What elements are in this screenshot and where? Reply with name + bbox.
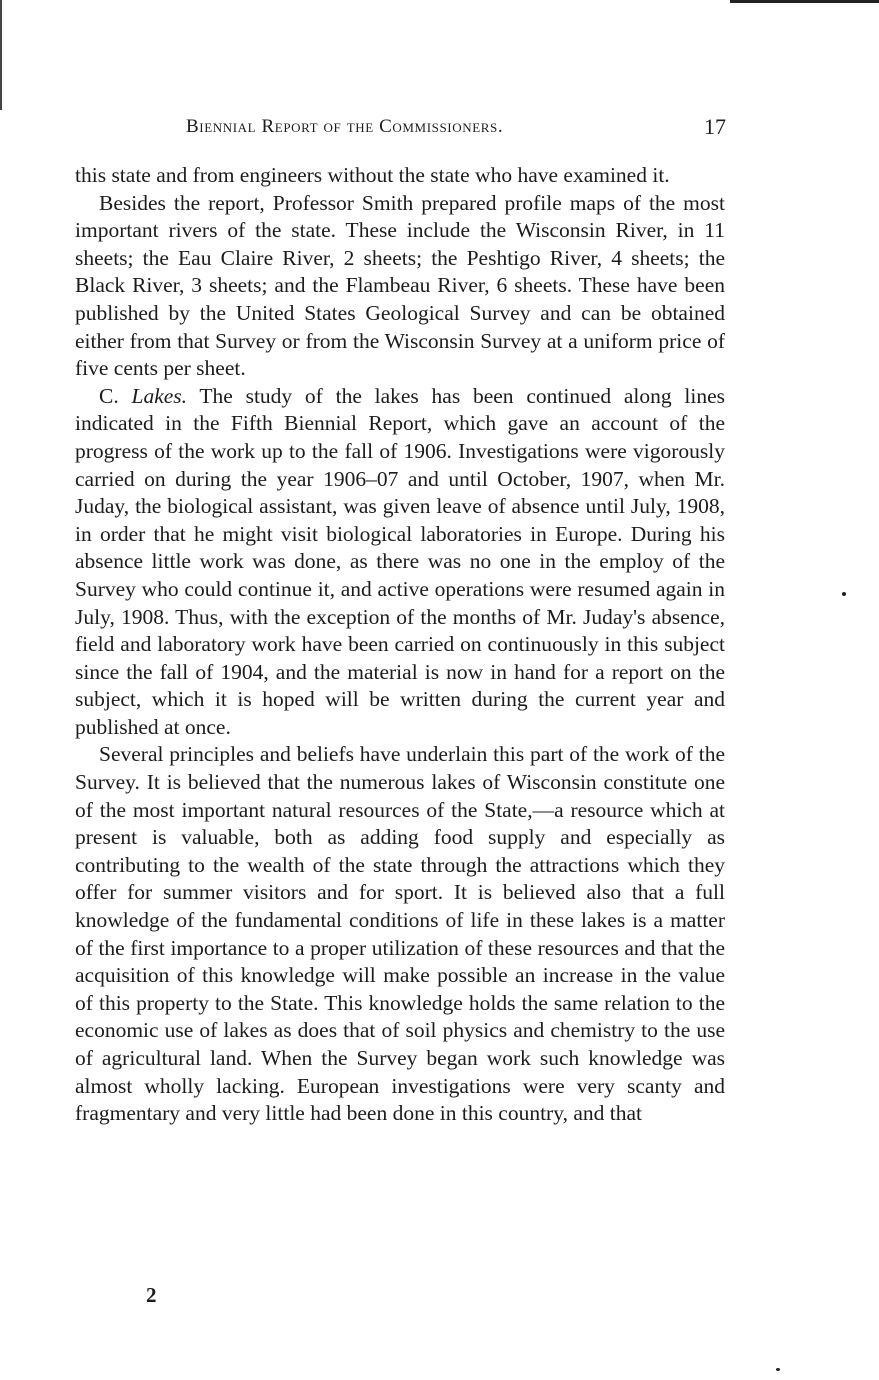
top-edge-rule [730,0,879,3]
signature-mark: 2 [146,1283,157,1307]
paragraph-profile-maps: Besides the report, Professor Smith prepared profile maps of the most important rivers of the state. These include the Wisconsin River, in 11 sheets; the Eau Claire River, 2 sheets; the Peshtigo River, 4 sheets; the Black River, 3 sheets; and the Flambeau River, 6 sheets. These have been published by the United States Geological Survey and can be obtained either from that Survey or from the Wisconsin Survey at a uniform price of five cents per sheet. [75,190,725,381]
section-letter: C. [99,383,119,408]
running-head [186,116,726,146]
running-title: Biennial Report of the Commissioners. [186,116,504,137]
print-speck [842,592,846,596]
print-speck [776,1368,780,1371]
section-heading-lakes: Lakes. [131,383,188,408]
body-text [75,162,725,1128]
paragraph-continued: this state and from engineers without the state who have examined it. [75,163,670,187]
paragraph-principles: Several principles and beliefs have underlain this part of the work of the Survey. It is believed that the numerous lakes of Wisconsin constitute one of the most important natural resources of the State,—a resource which at present is valuable, both as adding food supply and especially as contributing to the wealth of the state through the attractions which they offer for summer visitors and for sport. It is believed also that a full knowledge of the fundamental conditions of life in these lakes is a matter of the first importance to a proper utilization of these resources and that the acquisition of this knowledge will make possible an increase in the value of this property to the State. This knowledge holds the same relation to the economic use of lakes as does that of soil physics and chemistry to the use of agricultural land. When the Survey began work such knowledge was almost wholly lacking. European investigations were very scanty and fragmentary and very little had been done in this country, and that [75,742,725,1126]
paragraph-lakes [75,383,725,742]
paragraph-lakes-text: The study of the lakes has been continued along lines indicated in the Fifth Biennial Report, which gave an account of the progress of the work up to the fall of 1906. Investigations were vigorously carried on during the year 1906–07 and until October, 1907, when Mr. Juday, the biological assistant, was given leave of absence until July, 1908, in order that he might visit biological laboratories in Europe. During his absence little work was done, as there was no one in the employ of the Survey who could continue it, and active operations were resumed again in July, 1908. Thus, with the exception of the months of Mr. Juday's absence, field and laboratory work have been carried on continuously in this subject since the fall of 1904, and the material is now in hand for a report on the subject, which it is hoped will be written during the current year and published at once. [75,383,725,739]
left-edge-rule [0,0,2,110]
page-number: 17 [704,114,726,139]
